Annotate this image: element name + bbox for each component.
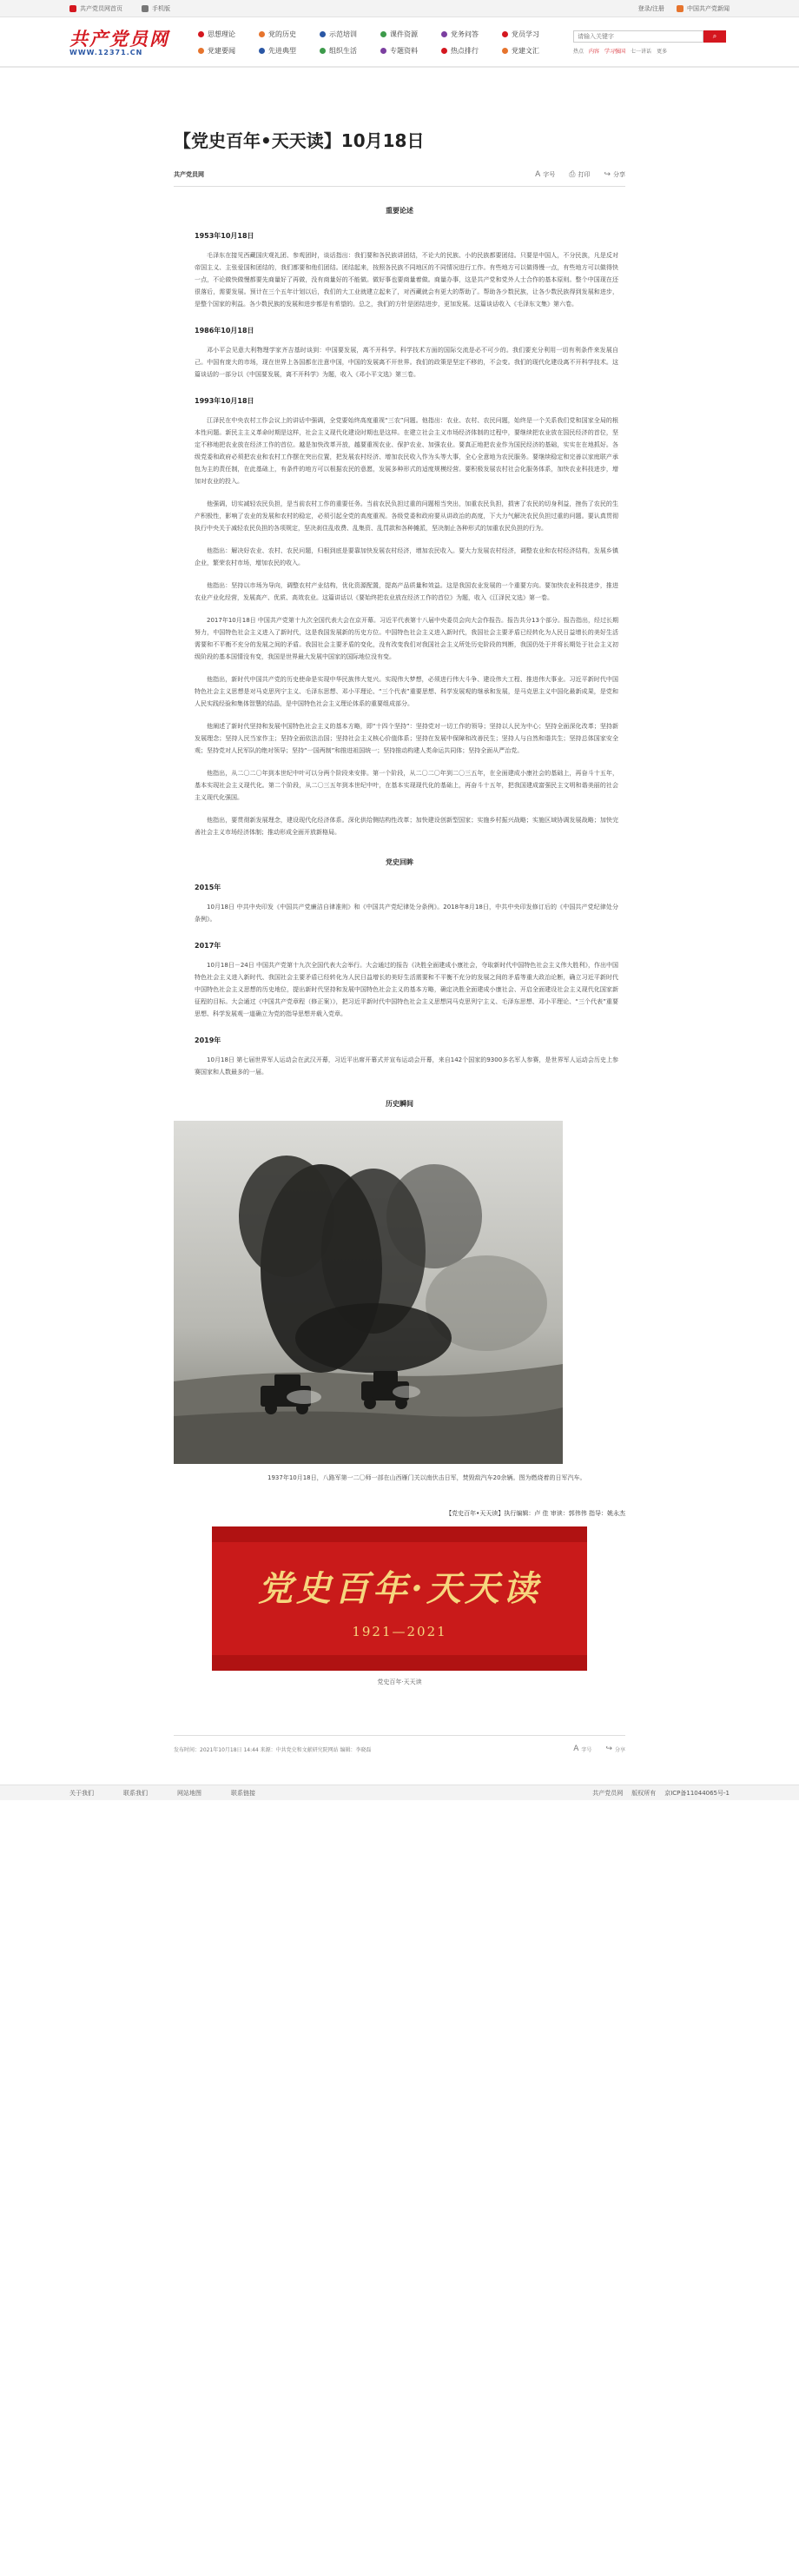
article-paragraph: 10月18日 第七届世界军人运动会在武汉开幕，习近平出席开幕式并宣布运动会开幕，来自142个国家的9300多名军人参赛，是世界军人运动会历史上参赛国家和人数最多的一届。 xyxy=(195,1056,618,1076)
article xyxy=(174,68,625,1753)
font-size-tool[interactable] xyxy=(535,170,555,179)
publish-row xyxy=(174,1735,625,1753)
article-meta xyxy=(174,170,625,187)
memo-body xyxy=(174,883,625,1078)
nav-item[interactable] xyxy=(502,46,563,56)
nav-item-label: 思想理论 xyxy=(208,30,235,38)
site-home-link[interactable]: 共产党员网首页 xyxy=(80,5,122,12)
article-title: 【党史百年•天天读】10月18日 xyxy=(174,130,425,151)
nav-item-label: 先进典型 xyxy=(268,47,296,55)
nav-item[interactable] xyxy=(198,30,259,39)
share-label: 分享 xyxy=(614,1746,625,1753)
nav-bullet-icon xyxy=(320,31,326,37)
nav-item[interactable] xyxy=(320,30,380,39)
mobile-icon xyxy=(142,5,149,12)
weibo-icon xyxy=(677,5,683,12)
historical-photo xyxy=(174,1121,563,1464)
font-size-label: 字号 xyxy=(543,171,556,178)
bottom-font-size-tool[interactable] xyxy=(573,1745,591,1753)
nav-bullet-icon xyxy=(441,48,447,54)
footer-site-name: 共产党员网 xyxy=(592,1790,624,1797)
search-button[interactable] xyxy=(703,30,726,43)
search-input[interactable] xyxy=(573,30,703,43)
nav-item[interactable] xyxy=(380,46,441,56)
footer-link[interactable]: 联系链接 xyxy=(231,1790,255,1797)
site-logo[interactable] xyxy=(69,27,177,56)
article-paragraph: 他指出，要贯彻新发展理念，建设现代化经济体系。深化供给侧结构性改革；加快建设创新型国家；实施乡村振兴战略；实施区域协调发展战略；加快完善社会主义市场经济体制；推动形成全面开放新格局。 xyxy=(195,817,618,836)
print-tool[interactable] xyxy=(569,170,590,179)
article-paragraph: 10月18日－24日 中国共产党第十九次全国代表大会举行。大会通过的报告《决胜全面建成小康社会，夺取新时代中国特色社会主义伟大胜利》，作出中国特色社会主义进入新时代、我国社会主要矛盾已经转化为人民日益增长的美好生活需要和不平衡不充分的发展之间的矛盾等重大政治论断，确立习近平新时代中国特色社会主义思想的历史地位，提出新时代坚持和发展中国特色社会主义的基本方略，确定决胜全面建成小康社会、开启全面建设社会主义现代化国家新征程的目标。大会通过《中国共产党章程（修正案）》，把习近平新时代中国特色社会主义思想同马克思列宁主义、毛泽东思想、邓小平理论、“三个代表”重要思想、科学发展观一道确立为党的指导思想并载入党章。 xyxy=(195,962,618,1017)
nav-item-label: 党员学习 xyxy=(512,30,539,38)
nav-bullet-icon xyxy=(320,48,326,54)
search-icon: ⌕ xyxy=(712,32,717,40)
nav-item-label: 热点排行 xyxy=(451,47,479,55)
article-paragraph: 他指出，从二〇二〇年到本世纪中叶可以分两个阶段来安排。第一个阶段，从二〇二〇年到二〇三五年，在全面建成小康社会的基础上，再奋斗十五年，基本实现社会主义现代化。第二个阶段，从二〇三五年到本世纪中叶，在基本实现现代化的基础上，再奋斗十五年，把我国建成富强民主文明和谐美丽的社会主义现代化强国。 xyxy=(195,770,618,801)
nav-bullet-icon xyxy=(198,48,204,54)
weibo-link[interactable]: 中国共产党新闻 xyxy=(687,5,730,12)
banner-band-top xyxy=(212,1526,587,1542)
search-area xyxy=(573,30,730,55)
banner-title: 党史百年·天天读 xyxy=(258,1568,541,1609)
hot-label: 热点 xyxy=(573,49,584,55)
nav-bullet-icon xyxy=(259,31,265,37)
logo-url: WWW.12371.CN xyxy=(69,48,143,56)
article-paragraph: 10月18日 中共中央印发《中国共产党廉洁自律准则》和《中国共产党纪律处分条例》。2018年8月18日，中共中央印发修订后的《中国共产党纪律处分条例》。 xyxy=(195,904,618,923)
series-banner xyxy=(212,1526,587,1671)
nav-item[interactable] xyxy=(502,30,563,39)
nav-item[interactable] xyxy=(198,46,259,56)
login-link[interactable]: 登录/注册 xyxy=(637,5,664,12)
event-date: 1986年10月18日 xyxy=(195,327,254,334)
share-tool[interactable] xyxy=(604,170,625,179)
footer-link[interactable]: 网站地图 xyxy=(177,1790,201,1797)
editor-credit: 【党史百年•天天读】执行编辑：卢 佳 审读：郭伟伟 指导：姚永杰 xyxy=(446,1510,625,1517)
banner-years: 1921—2021 xyxy=(352,1624,447,1639)
hot-keyword[interactable]: 更多 xyxy=(657,49,668,55)
print-label: 打印 xyxy=(578,171,591,178)
nav-item[interactable] xyxy=(441,30,502,39)
footer-link[interactable]: 关于我们 xyxy=(69,1790,94,1797)
section-heading-events: 重要论述 xyxy=(386,207,413,215)
article-paragraph: 他指出，新时代中国共产党的历史使命是实现中华民族伟大复兴。实现伟大梦想，必须进行伟大斗争、建设伟大工程、推进伟大事业。习近平新时代中国特色社会主义思想是对马克思列宁主义、毛泽东思想、邓小平理论、“三个代表”重要思想、科学发展观的继承和发展，是马克思主义中国化最新成果，是党和人民实践经验和集体智慧的结晶，是中国特色社会主义理论体系的重要组成部分。 xyxy=(195,676,618,707)
photo-caption: 1937年10月18日，八路军第一二〇师一部在山西雁门关以南伏击日军，焚毁敌汽车20余辆。图为燃烧着的日军汽车。 xyxy=(267,1474,586,1481)
logo-text: 共产党员网 xyxy=(69,27,169,50)
bottom-share-tool[interactable] xyxy=(605,1745,625,1753)
nav-item-label: 示范培训 xyxy=(329,30,357,38)
photo-section-title: 历史瞬间 xyxy=(386,1100,413,1108)
event-date: 1953年10月18日 xyxy=(195,232,254,240)
banner-band-bottom xyxy=(212,1655,587,1671)
event-date: 2015年 xyxy=(195,884,221,891)
nav-item-label: 党的历史 xyxy=(268,30,296,38)
article-paragraph: 他阐述了新时代坚持和发展中国特色社会主义的基本方略，即“十四个坚持”：坚持党对一切工作的领导；坚持以人民为中心；坚持全面深化改革；坚持新发展理念；坚持人民当家作主；坚持全面依法治国；坚持社会主义核心价值体系；坚持在发展中保障和改善民生；坚持人与自然和谐共生；坚持总体国家安全观；坚持党对人民军队的绝对领导；坚持“一国两制”和推进祖国统一；坚持推动构建人类命运共同体；坚持全面从严治党。 xyxy=(195,723,618,754)
hot-keyword[interactable]: 内容 xyxy=(589,49,600,55)
nav-item-label: 组织生活 xyxy=(329,47,357,55)
main-nav xyxy=(198,30,563,56)
nav-item-label: 党建要闻 xyxy=(208,47,235,55)
nav-bullet-icon xyxy=(502,31,508,37)
events-body xyxy=(174,231,625,838)
article-paragraph: 他指出：解决好农业、农村、农民问题，归根到底是要靠加快发展农村经济，增加农民收入。要大力发展农村经济，调整农业和农村经济结构，发展乡镇企业，繁荣农村市场，增加农民的收入。 xyxy=(195,547,618,566)
nav-item-label: 课件资源 xyxy=(390,30,418,38)
nav-item[interactable] xyxy=(380,30,441,39)
hot-keywords xyxy=(573,47,730,55)
home-icon xyxy=(69,5,76,12)
nav-bullet-icon xyxy=(380,48,386,54)
nav-item[interactable] xyxy=(441,46,502,56)
share-icon: ↪ xyxy=(604,170,611,179)
nav-bullet-icon xyxy=(198,31,204,37)
hot-keyword[interactable]: 七一讲话 xyxy=(631,49,652,55)
hot-keyword[interactable]: 学习强国 xyxy=(604,49,626,55)
footer-copyright: 版权所有 xyxy=(631,1790,657,1797)
event-date: 2019年 xyxy=(195,1036,221,1044)
mobile-link[interactable]: 手机版 xyxy=(152,5,170,12)
footer-icp: 京ICP备11044065号-1 xyxy=(664,1790,730,1797)
article-paragraph: 邓小平会见意大利物理学家齐吉基时谈到：中国要发展，离不开科学。科学技术方面的国际交流是必不可少的。我们要充分利用一切有利条件来发展自己。中国有庞大的市场，现在世界上各国都在注意中国，中国的发展离不开世界。我们的政策是坚定不移的，不会变。我们的现代化建设离不开科学技术。这篇谈话的一部分以《中国要发展，离不开科学》为题，收入《邓小平文选》第三卷。 xyxy=(195,347,618,378)
banner-caption: 党史百年·天天读 xyxy=(377,1679,422,1685)
publish-info: 发布时间：2021年10月18日 14:44 来源：中共党史和文献研究院网站 编辑：李晓磊 xyxy=(174,1746,372,1753)
section-heading-memo: 党史回眸 xyxy=(386,858,413,866)
nav-item-label: 党务问答 xyxy=(451,30,479,38)
site-footer xyxy=(0,1785,799,1800)
article-paragraph: 2017年10月18日 中国共产党第十九次全国代表大会在京开幕。习近平代表第十八届中央委员会向大会作报告。报告共分13个部分。报告指出，经过长期努力，中国特色社会主义进入了新时代，这是我国发展新的历史方位。中国特色社会主义进入新时代，我国社会主要矛盾已经转化为人民日益增长的美好生活需要和不平衡不充分的发展之间的矛盾。我国社会主要矛盾的变化，没有改变我们对我国社会主义所处历史阶段的判断，我国仍处于并将长期处于社会主义初级阶段的基本国情没有变，我国是世界最大发展中国家的国际地位没有变。 xyxy=(195,617,618,660)
article-paragraph: 他强调，切实减轻农民负担，是当前农村工作的重要任务。当前农民负担过重的问题相当突出，加重农民负担，损害了农民的切身利益，挫伤了农民的生产积极性，影响了农业的发展和农村的稳定，必须引起全党的高度重视。各级党委和政府要从讲政治的高度，下大力气解决农民负担过重的问题。要认真贯彻执行中央关于减轻农民负担的各项规定，坚决刹住乱收费、乱集资、乱罚款和各种摊派，坚决制止各种形式的加重农民负担的行为。 xyxy=(195,500,618,532)
top-utility-bar xyxy=(0,0,799,17)
nav-bullet-icon xyxy=(502,48,508,54)
site-header xyxy=(0,17,799,68)
nav-bullet-icon xyxy=(441,31,447,37)
nav-item[interactable] xyxy=(320,46,380,56)
article-paragraph: 江泽民在中央农村工作会议上的讲话中强调，全党要始终高度重视“三农”问题。他指出：农业、农村、农民问题，始终是一个关系我们党和国家全局的根本性问题。新民主主义革命时期是这样，社会主义现代化建设时期也是这样。在建立社会主义市场经济体制的过程中，要继续把农业放在国民经济的首位，坚定不移地把农业放在经济工作的首位。越是加快改革开放，越要重视农业、保护农业、加强农业。要真正地把农业作为国民经济的基础，实实在在地抓好。各级党委和政府必须把农业和农村工作摆在突出位置，把发展农村经济、增加农民收入作为头等大事，全心全意地为农民服务。要继续稳定和完善以家庭联产承包为主的责任制，在此基础上，有条件的地方可以根据农民的意愿，发展多种形式的适度规模经营。要积极发展农村社会化服务体系，加快农业科技进步，增加对农业的投入。 xyxy=(195,417,618,485)
font-size-icon: A xyxy=(573,1745,579,1753)
nav-bullet-icon xyxy=(380,31,386,37)
nav-item-label: 专题资料 xyxy=(390,47,418,55)
font-size-icon: A xyxy=(535,170,541,179)
nav-item-label: 党建文汇 xyxy=(512,47,539,55)
share-label: 分享 xyxy=(613,171,625,178)
event-date: 2017年 xyxy=(195,942,221,950)
font-size-label: 字号 xyxy=(581,1746,592,1753)
footer-link[interactable]: 联系我们 xyxy=(123,1790,148,1797)
article-source: 共产党员网 xyxy=(174,171,204,178)
article-paragraph: 他指出：坚持以市场为导向，调整农村产业结构，优化资源配置，提高产品质量和效益。这是我国农业发展的一个重要方向。要加快农业科技进步，推进农业产业化经营，发展高产、优质、高效农业。这篇讲话以《要始终把农业放在经济工作的首位》为题，收入《江泽民文选》第一卷。 xyxy=(195,582,618,601)
nav-item[interactable] xyxy=(259,30,320,39)
article-paragraph: 毛泽东在接见西藏国庆观礼团、参观团时，谈话指出：我们要和各民族讲团结，不论大的民族、小的民族都要团结。只要是中国人，不分民族，凡是反对帝国主义、主张爱国和团结的，我们都要和他们团结。团结起来，按照各民族不同地区的不同情况进行工作。有些地方可以做得慢一点，有些地方可以做得快一点，不论做快做慢都要先商量好了再做，没有商量好的不能做。做好事也要商量着做。商量办事，这是共产党和党外人士合作的基本原则。整个中国现在还很落后，需要发展。预计在三个五年计划以后，我们的大工业就建立起来了，对西藏就会有更大的帮助了。帮助各少数民族，让各少数民族得到发展和进步，是整个国家的利益。各少数民族的发展和进步都是有希望的。总之，我们的方针是团结进步，更加发展。这篇谈话收入《毛泽东文集》第六卷。 xyxy=(195,252,618,308)
event-date: 1993年10月18日 xyxy=(195,397,254,405)
share-icon: ↪ xyxy=(605,1745,612,1753)
print-icon: ⎙ xyxy=(569,170,576,179)
nav-item[interactable] xyxy=(259,46,320,56)
nav-bullet-icon xyxy=(259,48,265,54)
